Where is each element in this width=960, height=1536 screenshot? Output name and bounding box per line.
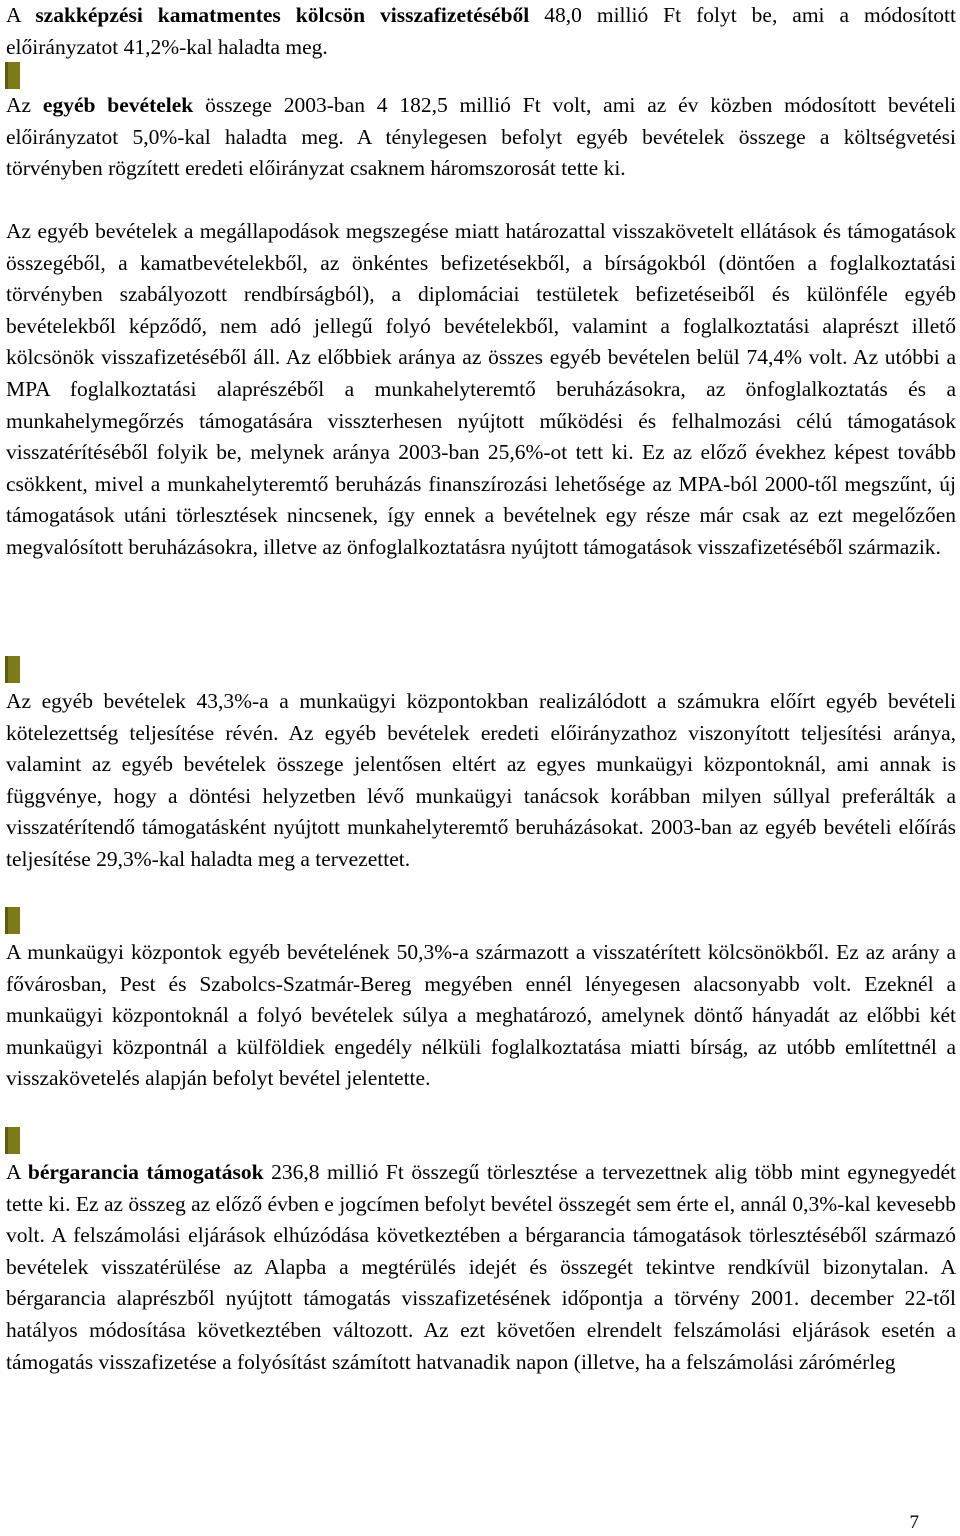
section-marker [5,62,20,89]
section-marker [5,1127,20,1154]
term-bergarancia-tamogatasok: bérgarancia támogatások [27,1160,264,1184]
paragraph-text-post: összege 2003-ban 4 182,5 millió Ft volt, ami az év közben módosított bevételi előirányzatot 5,0%-kal haladta meg. A ténylegesen befolyt egyéb bevételek összege a költségvetési törvényben rögzített eredeti előirányzat csaknem háromszorosát tette ki. [6,93,957,181]
paragraph-munkaugyi-kozpontok-realizalas: Az egyéb bevételek 43,3%-a a munkaügyi központokban realizálódott a számukra előírt egyéb bevételi kötelezettség teljesítése révén. Az egyéb bevételek eredeti előirányzathoz viszonyított teljesítési aránya, valamint az egyéb bevételek összege jelentősen eltért az egyes munkaügyi központoknál, ami annak is függvénye, hogy a döntési helyzetben lévő munkaügyi tanácsok korábban milyen súllyal preferálták a visszatérítendő támogatásként nyújtott munkahelyteremtő beruházásokat. 2003-ban az egyéb bevételi előírás teljesítése 29,3%-kal haladta meg a tervezettet. [6,689,956,871]
term-egyeb-bevetelek: egyéb bevételek [42,93,194,117]
paragraph-visszateritett-kolcsonok: A munkaügyi központok egyéb bevételének 50,3%-a származott a visszatérített kölcsönökből. Ez az arány a fővárosban, Pest és Szabolcs-Szatmár-Bereg megyében ennél lényegesen alacsonyabb volt. Ezeknél a munkaügyi központoknál a folyó bevételek súlya a meghatározó, amelynek döntő hányadát az előbbi két munkaügyi központnál a külföldiek engedély nélküli foglalkoztatása miatti bírság, az utóbb említettnél a visszakövetelés alapján befolyt bevétel jelentette. [6,940,956,1091]
paragraph-text-post: 48,0 millió Ft folyt be, ami a módosított előirányzatot 41,2%-kal haladta meg. [6,3,956,59]
section-marker [5,656,20,683]
paragraph-egyeb-bevetelek [6,90,956,185]
paragraph-egyeb-bevetelek-osszetetel: Az egyéb bevételek a megállapodások megszegése miatt határozattal visszakövetelt ellátások és támogatások összegéből, a kamatbevételekből, az önkéntes befizetésekből, a bírságokból (döntően a foglalkoztatási törvényben szabályozott rendbírságból), a diplomáciai testületek befizetéseiből és különféle egyéb bevételekből képződő, nem adó jellegű folyó bevételekből, valamint a foglalkoztatási alaprészt illető kölcsönök visszafizetéséből áll. Az előbbiek aránya az összes egyéb bevételen belül 74,4% volt. Az utóbbi a MPA foglalkoztatási alaprészéből a munkahelyteremtő beruházásokra, az önfoglalkoztatás és a munkahelymegőrzés támogatására visszterhesen nyújtott működési és felhalmozási célú támogatások visszatérítéséből folyik be, melynek aránya 2003-ban 25,6%-ot tett ki. Ez az előző évekhez képest tovább csökkent, mivel a munkahelyteremtő beruházás finanszírozási lehetősége az MPA-ból 2000-től megszűnt, új támogatások utáni törlesztések nincsenek, így ennek a bevételnek egy része már csak az ezt megelőzően megvalósított beruházásokra, illetve az önfoglalkoztatásra nyújtott támogatások visszafizetéséből származik. [6,219,956,559]
paragraph-text-post: 236,8 millió Ft összegű törlesztése a tervezettnek alig több mint egynegyedét tette ki. Ez az összeg az előző évben e jogcímen befolyt bevétel összegét sem érte el, annál 0,3%-kal kevesebb volt. A felszámolási eljárások elhúzódása következtében a bérgarancia támogatások törlesztéséből származó bevételek visszatérülése az Alapba a megtérülés idejét és összegét tekintve rendkívül bizonytalan. A bérgarancia alaprészből nyújtott támogatás visszafizetésének időpontja a törvény 2001. december 22-től hatályos módosítása következtében változott. Az ezt követően elrendelt felszámolási eljárások esetén a támogatás visszafizetése a folyósítást számított hatvanadik napon (illetve, ha a felszámolási zárómérleg [6,1160,956,1374]
paragraph-text-pre: A [6,3,36,27]
paragraph-szakkepzesi-kolcson [6,0,956,63]
paragraph-bergarancia-tamogatasok [6,1157,956,1378]
page-number: 7 [909,1512,919,1533]
paragraph-text-pre: A [6,1160,28,1184]
paragraph-text-pre: Az [6,93,43,117]
section-marker [5,907,20,934]
term-szakkepzesi-kolcson: szakképzési kamatmentes kölcsön visszafizetéséből [35,3,530,27]
